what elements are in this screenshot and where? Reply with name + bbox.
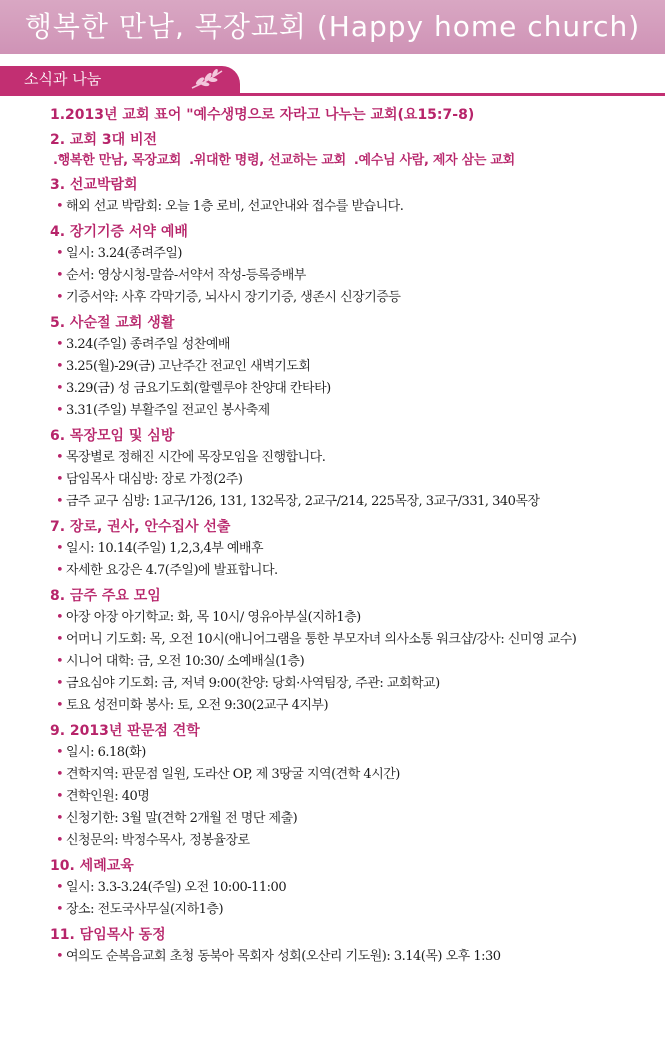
news-bullet-text: 3.24(주일) 종려주일 성찬예배 [66,337,230,352]
news-bullet-text: 담임목사 대심방: 장로 가정(2주) [66,472,243,487]
news-bullet [50,469,660,491]
news-bullet [50,946,660,968]
news-bullet [50,196,660,218]
news-item-title: 10. 세례교육 [50,858,134,874]
news-bullet [50,243,660,265]
news-bullet [50,265,660,287]
news-bullet-text: 3.31(주일) 부활주일 전교인 봉사축제 [66,403,270,418]
news-bullet-text: 금주 교구 심방: 1교구/126, 131, 132목장, 2교구/214, 225목장, 3교구/331, 340목장 [66,494,540,509]
news-bullet-text: 기증서약: 사후 각막기증, 뇌사시 장기기증, 생존시 신장기증등 [66,290,401,305]
news-bullet-text: 일시: 3.24(종려주일) [66,246,182,261]
section-title: 소식과 나눔 [24,70,102,88]
bullet-icon: • [56,199,64,214]
news-item-title: 3. 선교박람회 [50,177,138,193]
news-bullet [50,629,660,651]
news-item-title: 1.2013년 교회 표어 "예수생명으로 자라고 나누는 교회(요15:7-8) [50,107,475,123]
news-item-title: 7. 장로, 권사, 안수집사 선출 [50,519,231,535]
bullet-icon: • [56,403,64,418]
news-bullet [50,877,660,899]
news-bullet [50,447,660,469]
news-item [50,312,660,422]
section-divider [0,93,665,96]
news-item [50,924,660,968]
bullet-icon: • [56,494,64,509]
news-bullet-text: 신청기한: 3월 말(견학 2개월 전 명단 제출) [66,811,298,826]
bullet-icon: • [56,833,64,848]
bullet-icon: • [56,472,64,487]
news-bullet-text: 견학지역: 판문점 일원, 도라산 OP, 제 3땅굴 지역(견학 4시간) [66,767,400,782]
news-bullet [50,287,660,309]
news-bullet [50,830,660,852]
bullet-icon: • [56,450,64,465]
news-bullet [50,808,660,830]
news-bullet [50,400,660,422]
news-item [50,129,660,171]
bullet-icon: • [56,268,64,283]
news-bullet-text: 여의도 순복음교회 초청 동북아 목회자 성회(오산리 기도원): 3.14(목) 오후 1:30 [66,949,501,964]
news-bullet [50,651,660,673]
news-item [50,425,660,513]
news-bullet-text: 자세한 요강은 4.7(주일)에 발표합니다. [66,563,278,578]
bullet-icon: • [56,811,64,826]
news-bullet-text: 순서: 영상시청-말씀-서약서 작성-등록증배부 [66,268,306,283]
section-tab [0,66,240,93]
bullet-icon: • [56,949,64,964]
news-item-title: 2. 교회 3대 비전 [50,132,158,148]
news-bullet-text: 어머니 기도회: 목, 오전 10시(애니어그램을 통한 부모자녀 의사소통 워크샵/강사: 신미영 교수) [66,632,577,647]
bullet-icon: • [56,880,64,895]
news-bullet-text: 신청문의: 박정수목사, 정봉율장로 [66,833,250,848]
news-item [50,221,660,309]
vision-item: .행복한 만남, 목장교회 [53,153,182,168]
news-bullet-text: 일시: 10.14(주일) 1,2,3,4부 예배후 [66,541,264,556]
bullet-icon: • [56,337,64,352]
bullet-icon: • [56,789,64,804]
news-item [50,720,660,852]
news-bullet [50,334,660,356]
bullet-icon: • [56,676,64,691]
news-item-title: 11. 담임목사 동정 [50,927,166,943]
news-bullet [50,560,660,582]
news-bullet-text: 목장별로 정해진 시간에 목장모임을 진행합니다. [66,450,326,465]
news-bullet-text: 일시: 6.18(화) [66,745,146,760]
news-item-title: 6. 목장모임 및 심방 [50,428,175,444]
banner-divider [0,54,665,57]
leaf-icon [188,68,228,92]
news-bullet [50,742,660,764]
news-bullet-text: 해외 선교 박람회: 오늘 1층 로비, 선교안내와 접수를 받습니다. [66,199,404,214]
news-item-title: 5. 사순절 교회 생활 [50,315,175,331]
bullet-icon: • [56,698,64,713]
news-bullet-text: 토요 성전미화 봉사: 토, 오전 9:30(2교구 4지부) [66,698,329,713]
news-item-title: 9. 2013년 판문점 견학 [50,723,200,739]
bullet-icon: • [56,541,64,556]
bullet-icon: • [56,381,64,396]
bullet-icon: • [56,563,64,578]
news-item [50,174,660,218]
news-bullet [50,378,660,400]
bullet-icon: • [56,654,64,669]
news-bullet-text: 일시: 3.3-3.24(주일) 오전 10:00-11:00 [66,880,287,895]
news-bullet-text: 견학인원: 40명 [66,789,150,804]
news-bullet-text: 아장 아장 아기학교: 화, 목 10시/ 영유아부실(지하1층) [66,610,361,625]
news-bullet [50,607,660,629]
news-bullet [50,695,660,717]
news-bullet-text: 3.29(금) 성 금요기도회(할렐루야 찬양대 칸타타) [66,381,331,396]
news-item [50,855,660,921]
news-bullet-text: 장소: 전도국사무실(지하1층) [66,902,224,917]
news-bullet-text: 3.25(월)-29(금) 고난주간 전교인 새벽기도회 [66,359,311,374]
bullet-icon: • [56,290,64,305]
bullet-icon: • [56,902,64,917]
news-bullet [50,491,660,513]
news-item-title: 8. 금주 주요 모임 [50,588,161,604]
bullet-icon: • [56,745,64,760]
news-bullet [50,764,660,786]
news-item [50,104,660,126]
news-bullet [50,538,660,560]
news-bullet [50,786,660,808]
bullet-icon: • [56,632,64,647]
news-item-title: 4. 장기기증 서약 예배 [50,224,188,240]
news-bullet [50,356,660,378]
vision-item: .위대한 명령, 선교하는 교회 [189,153,346,168]
news-bullet [50,899,660,921]
bullet-icon: • [56,246,64,261]
vision-list [50,151,660,171]
news-item [50,516,660,582]
page-banner: 행복한 만남, 목장교회 (Happy home church) [0,0,665,54]
news-bullet [50,673,660,695]
news-bullet-text: 금요심야 기도회: 금, 저녁 9:00(찬양: 당회·사역팀장, 주관: 교회학교) [66,676,440,691]
news-list [50,104,660,971]
bullet-icon: • [56,767,64,782]
news-item [50,585,660,717]
news-bullet-text: 시니어 대학: 금, 오전 10:30/ 소예배실(1층) [66,654,305,669]
vision-item: .예수님 사람, 제자 삼는 교회 [353,153,515,168]
bullet-icon: • [56,359,64,374]
bullet-icon: • [56,610,64,625]
